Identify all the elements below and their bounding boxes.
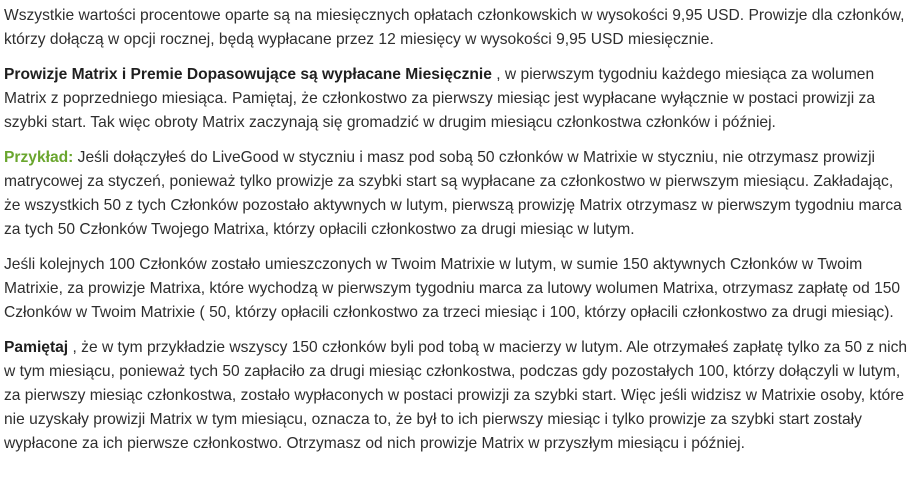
paragraph-lead: Pamiętaj: [4, 339, 69, 356]
paragraph-example: [4, 146, 912, 242]
paragraph-text: , w pierwszym tygodniu każdego miesiąca za wolumen Matrix z poprzedniego miesiąca. Pamiętaj, że członkostwo za pierwszy miesiąc jest wypłacane wyłącznie w postaci prowizji za szybki start. Tak więc obroty Matrix zaczynają się gromadzić w drugim miesiącu członkostwa członków i później.: [4, 66, 875, 131]
paragraph-lead: Prowizje Matrix i Premie Dopasowujące są wypłacane Miesięcznie: [4, 66, 492, 83]
paragraph-additional-members: [4, 253, 912, 325]
paragraph-membership-fees: [4, 4, 912, 52]
paragraph-text: , że w tym przykładzie wszyscy 150 członków byli pod tobą w macierzy w lutym. Ale otrzymałeś zapłatę tylko za 50 z nich w tym miesiącu, ponieważ tych 50 zapłaciło za drugi miesiąc członkostwa, podczas gdy pozostałych 100, którzy dołączyli w lutym, za pierwszy miesiąc członkostwa, zostało wypłaconych w postaci prowizji za szybki start. Więc jeśli widzisz w Matrixie osoby, które nie uzyskały prowizji Matrix w tym miesiącu, oznacza to, że był to ich pierwszy miesiąc i tylko prowizje za szybki start zostały wypłacone za ich pierwsze członkostwo. Otrzymasz od nich prowizje Matrix w przyszłym miesiącu i później.: [4, 339, 908, 452]
paragraph-monthly-payout: [4, 63, 912, 135]
paragraph-text: Jeśli kolejnych 100 Członków zostało umieszczonych w Twoim Matrixie w lutym, w sumie 150 aktywnych Członków w Twoim Matrixie, za prowizje Matrixa, które wychodzą w pierwszym tygodniu marca za lutowy wolumen Matrixa, otrzymasz zapłatę od 150 Członków w Twoim Matrixie ( 50, którzy opłacili członkostwo za trzeci miesiąc i 100, którzy opłacili członkostwo za drugi miesiąc).: [4, 256, 901, 321]
paragraph-text: Wszystkie wartości procentowe oparte są na miesięcznych opłatach członkowskich w wysokości 9,95 USD. Prowizje dla członków, którzy dołączą w opcji rocznej, będą wypłacane przez 12 miesięcy w wysokości 9,95 USD miesięcznie.: [4, 7, 905, 48]
example-label: Przykład:: [4, 149, 74, 166]
paragraph-text: Jeśli dołączyłeś do LiveGood w styczniu i masz pod sobą 50 członków w Matrixie w styczniu, nie otrzymasz prowizji matrycowej za styczeń, ponieważ tylko prowizje za szybki start są wypłacane za członkostwo w pierwszym miesiącu. Zakładając, że wszystkich 50 z tych Członków pozostało aktywnych w lutym, pierwszą prowizję Matrix otrzymasz w pierwszym tygodniu marca za tych 50 Członków Twojego Matrixa, którzy opłacili członkostwo za drugi miesiąc w lutym.: [4, 149, 902, 238]
paragraph-remember: [4, 336, 912, 456]
